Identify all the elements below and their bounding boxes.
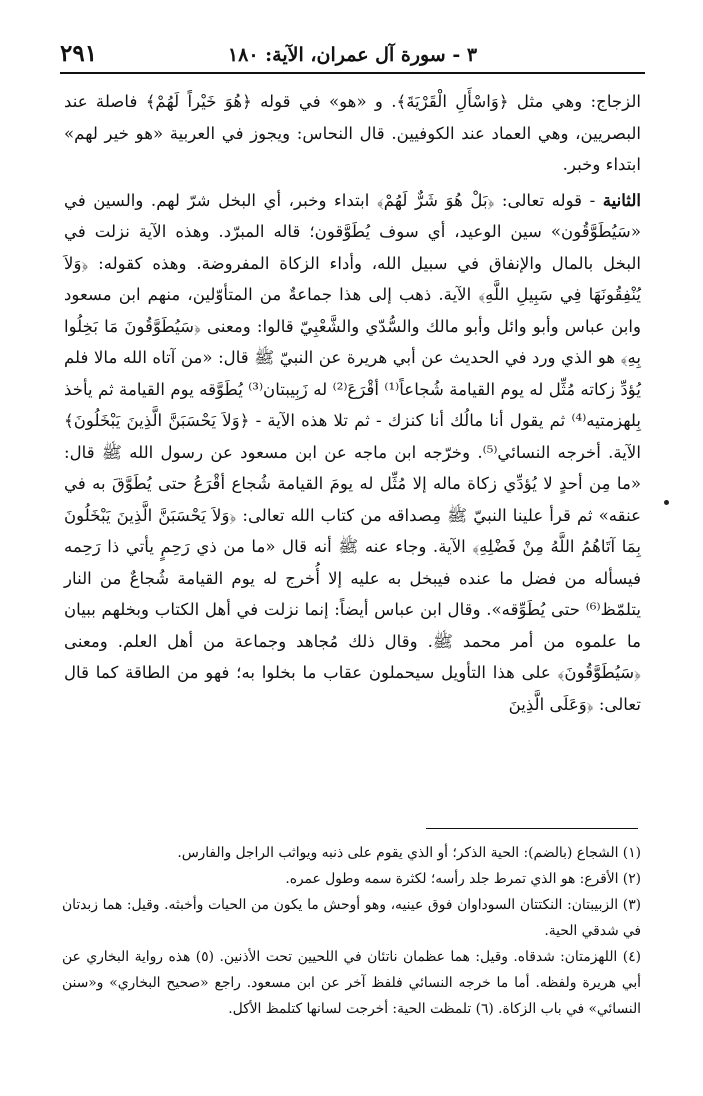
section-lead: الثانية (602, 189, 641, 210)
footnotes (62, 840, 641, 1022)
page-header (60, 38, 645, 74)
main-text (64, 86, 641, 720)
footnote-3: (٣) الزبيبتان: النكتتان السوداوان فوق عينيه، وهو أوحش ما يكون من الحيات وأخبثه. وقيل: هما زبدتان في شدقي الحية. (62, 897, 641, 939)
margin-dot (664, 500, 669, 505)
running-title: ٣ - سورة آل عمران، الآية: ١٨٠ (227, 44, 478, 66)
paragraph-1 (64, 86, 641, 181)
footnote-1: (١) الشجاع (بالضم): الحية الذكر؛ أو الذي يقوم على ذنبه ويواثب الراجل والفارس. (177, 845, 641, 861)
footnote-4: (٤) اللهزمتان: شدقاه. وقيل: هما عظمان ناتئان في اللحيين تحت الأذنين. (٥) هذه رواية البخاري عن أبي هريرة ولفظه. أما ما خرجه النسائي فلفظ آخر عن ابن مسعود. راجع «صحيح البخاري» و«سنن النسائي» في باب الزكاة. (٦) تلمظت الحية: أخرجت لسانها كتلمظ الأكل. (62, 949, 641, 1017)
paragraph-2 (64, 185, 641, 721)
paragraph-text: - قوله تعالى: ﴿بَلْ هُوَ شَرٌّ لَهُمْ﴾ ابتداء وخبر، أي البخل شرّ لهم. والسين في «سَيُطَوَّقُون» سين الوعيد، أي سوف يُطَوَّقون؛ قاله المبرّد. وهذه الآية نزلت في البخل بالمال والإنفاق في سبيل الله، وأداء الزكاة المفروضة. وهذه كقوله: ﴿وَلاَ يُنْفِقُونَهَا فِي سَبِيلِ اللَّهِ﴾ الآية. ذهب إلى هذا جماعةٌ من المتأوّلين، منهم ابن مسعود وابن عباس وأبو وائل وأبو مالك والسُّدّي والشَّعْبِيّ قالوا: ومعنى ﴿سَيُطَوَّقُونَ مَا بَخِلُوا بِهِ﴾ هو الذي ورد في الحديث عن أبي هريرة عن النبيّ ﷺ قال: «من آتاه الله مالا فلم يُؤدِّ زكاته مُثِّل له يوم القيامة شُجاعاً⁽¹⁾ أقْرَعَ⁽²⁾ له زَبِيبتان⁽³⁾ يُطَوَّقه يوم القيامة ثم يأخذ بِلهزمتيه⁽⁴⁾ ثم يقول أنا مالُك أنا كنزك - ثم تلا هذه الآية - ﴿وَلاَ يَحْسَبَنَّ الَّذِينَ يَبْخَلُونَ﴾ الآية. أخرجه النسائي⁽⁵⁾. وخرّجه ابن ماجه عن ابن مسعود عن رسول الله ﷺ قال: «ما مِن أحدٍ لا يُؤدِّي زكاة ماله إلا مُثِّل له يومَ القيامة شُجاع أقْرَعُ حتى يُطَوَّقَ به في عنقه» ثم قرأ علينا النبيّ ﷺ مِصداقه من كتاب الله تعالى: ﴿وَلاَ يَحْسَبَنَّ الَّذِينَ يَبْخَلُونَ بِمَا آتَاهُمُ اللَّهُ مِنْ فَضْلِهِ﴾ الآية. وجاء عنه ﷺ أنه قال «ما من ذي رَحِمٍ يأتي ذا رَحِمه فيسأله من فضل ما عنده فيبخل به عليه إلا أُخرج له يوم القيامة شُجاعٌ من النار يتلمّظ⁽⁶⁾ حتى يُطَوِّقه». وقال ابن عباس أيضاً: إنما نزلت في أهل الكتاب وبخلهم ببيان ما علموه من أمر محمد ﷺ. وقال ذلك مُجاهد وجماعة من أهل العلم. ومعنى ﴿سَيُطَوَّقُونَ﴾ على هذا التأويل سيحملون عقاب ما بخلوا به؛ فهو من الطاقة كما قال تعالى: ﴿وَعَلَى الَّذِينَ (64, 190, 641, 714)
footnote-2: (٢) الأقرع: هو الذي تمرط جلد رأسه؛ لكثرة سمه وطول عمره. (285, 871, 641, 887)
paragraph-text: الزجاج: وهي مثل ﴿وَاسْأَلِ الْقَرْيَةَ﴾. و «هو» في قوله ﴿هُوَ خَيْراً لَهُمْ﴾ فاصلة عند البصريين، وهي العماد عند الكوفيين. قال النحاس: ويجوز في العربية «هو خير لهم» ابتداء وخبر. (64, 92, 641, 174)
page-number: ٢٩١ (60, 40, 98, 67)
footnote-separator (426, 828, 638, 829)
